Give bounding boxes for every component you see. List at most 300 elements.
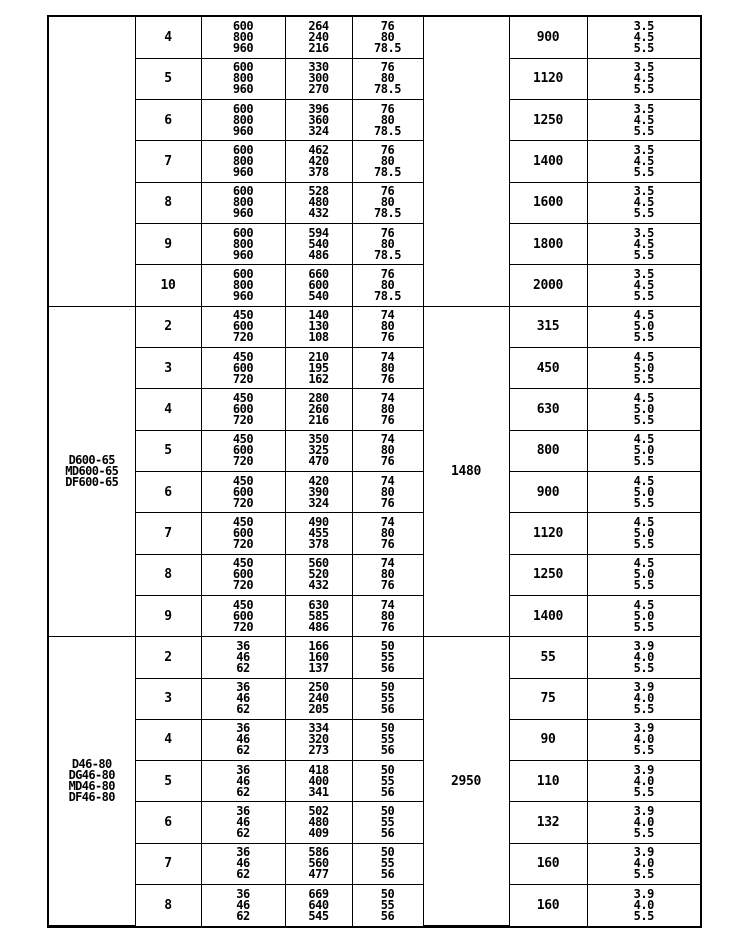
npsh-value: 5.0 bbox=[633, 484, 654, 499]
npsh-cell bbox=[587, 224, 700, 265]
table-row bbox=[49, 843, 700, 884]
head-value: 320 bbox=[308, 732, 329, 747]
eff-value: 50 bbox=[380, 804, 395, 819]
flow-value: 600 bbox=[232, 567, 254, 582]
flow-value: 36 bbox=[236, 804, 250, 819]
speed-cell: 1480 bbox=[423, 306, 509, 637]
npsh-value: 4.0 bbox=[633, 897, 654, 912]
npsh-value: 4.5 bbox=[633, 154, 654, 169]
npsh-value: 5.0 bbox=[633, 525, 654, 540]
power-cell: 75 bbox=[509, 678, 587, 719]
eff-value: 76 bbox=[380, 60, 395, 75]
flow-value: 450 bbox=[232, 556, 254, 571]
head-value: 669 bbox=[308, 886, 329, 901]
head-cell bbox=[285, 637, 352, 678]
npsh-cell bbox=[587, 389, 700, 430]
head-value: 400 bbox=[308, 773, 329, 788]
head-value: 240 bbox=[308, 691, 329, 706]
flow-value: 600 bbox=[232, 225, 254, 240]
npsh-cell bbox=[587, 306, 700, 347]
flow-value: 720 bbox=[232, 330, 254, 345]
flow-value: 720 bbox=[232, 371, 254, 386]
head-value: 330 bbox=[308, 60, 329, 75]
flow-value: 600 bbox=[232, 60, 254, 75]
npsh-value: 5.5 bbox=[633, 784, 654, 799]
eff-value: 55 bbox=[380, 897, 395, 912]
stages-cell: 9 bbox=[135, 224, 201, 265]
npsh-value: 5.0 bbox=[633, 401, 654, 416]
npsh-cell bbox=[587, 802, 700, 843]
flow-value: 720 bbox=[232, 536, 254, 551]
flow-value: 600 bbox=[232, 319, 254, 334]
flow-value: 960 bbox=[232, 82, 254, 97]
stages-cell: 4 bbox=[135, 719, 201, 760]
npsh-value: 5.5 bbox=[633, 289, 654, 304]
flow-cell bbox=[201, 141, 285, 182]
flow-value: 960 bbox=[232, 206, 254, 221]
flow-value: 720 bbox=[232, 454, 254, 469]
speed-cell: 2950 bbox=[423, 637, 509, 926]
flow-value: 36 bbox=[236, 762, 250, 777]
eff-value: 56 bbox=[380, 908, 395, 923]
head-cell bbox=[285, 513, 352, 554]
power-cell: 132 bbox=[509, 802, 587, 843]
eff-value: 80 bbox=[380, 401, 395, 416]
stages-cell: 2 bbox=[135, 637, 201, 678]
flow-value: 450 bbox=[232, 308, 254, 323]
npsh-value: 5.5 bbox=[633, 619, 654, 634]
head-value: 166 bbox=[308, 638, 329, 653]
head-cell bbox=[285, 100, 352, 141]
flow-value: 46 bbox=[236, 691, 250, 706]
npsh-cell bbox=[587, 430, 700, 471]
npsh-value: 4.5 bbox=[633, 308, 654, 323]
head-value: 660 bbox=[308, 267, 329, 282]
power-cell: 900 bbox=[509, 17, 587, 58]
head-value: 360 bbox=[308, 112, 329, 127]
head-value: 240 bbox=[308, 29, 329, 44]
power-cell: 1120 bbox=[509, 58, 587, 99]
npsh-value: 5.5 bbox=[633, 165, 654, 180]
flow-value: 600 bbox=[232, 484, 254, 499]
eff-value: 78.5 bbox=[374, 82, 401, 97]
npsh-value: 5.0 bbox=[633, 443, 654, 458]
table-row bbox=[49, 389, 700, 430]
eff-value: 80 bbox=[380, 236, 395, 251]
head-value: 432 bbox=[308, 578, 329, 593]
power-cell: 1600 bbox=[509, 182, 587, 223]
table-row bbox=[49, 58, 700, 99]
npsh-value: 5.5 bbox=[633, 82, 654, 97]
head-value: 420 bbox=[308, 154, 329, 169]
model-name: DF600-65 bbox=[65, 474, 119, 489]
npsh-cell bbox=[587, 348, 700, 389]
eff-value: 50 bbox=[380, 886, 395, 901]
flow-value: 720 bbox=[232, 412, 254, 427]
npsh-value: 3.5 bbox=[633, 60, 654, 75]
stages-cell: 6 bbox=[135, 471, 201, 512]
head-value: 600 bbox=[308, 278, 329, 293]
flow-value: 600 bbox=[232, 184, 254, 199]
stages-cell: 7 bbox=[135, 843, 201, 884]
head-value: 594 bbox=[308, 225, 329, 240]
head-value: 409 bbox=[308, 826, 329, 841]
flow-value: 800 bbox=[232, 29, 254, 44]
head-value: 490 bbox=[308, 514, 329, 529]
model-cell bbox=[49, 637, 135, 926]
npsh-value: 5.0 bbox=[633, 360, 654, 375]
npsh-cell bbox=[587, 595, 700, 636]
head-cell bbox=[285, 306, 352, 347]
eff-value: 50 bbox=[380, 721, 395, 736]
eff-value: 78.5 bbox=[374, 165, 401, 180]
head-value: 270 bbox=[308, 82, 329, 97]
npsh-value: 4.0 bbox=[633, 856, 654, 871]
table-row bbox=[49, 761, 700, 802]
eff-value: 80 bbox=[380, 443, 395, 458]
eff-value: 80 bbox=[380, 567, 395, 582]
eff-value: 74 bbox=[380, 514, 395, 529]
head-value: 470 bbox=[308, 454, 329, 469]
flow-value: 46 bbox=[236, 856, 250, 871]
flow-cell bbox=[201, 306, 285, 347]
npsh-value: 3.5 bbox=[633, 101, 654, 116]
head-cell bbox=[285, 58, 352, 99]
table-row bbox=[49, 554, 700, 595]
eff-value: 74 bbox=[380, 556, 395, 571]
power-cell: 800 bbox=[509, 430, 587, 471]
head-cell bbox=[285, 182, 352, 223]
head-value: 300 bbox=[308, 71, 329, 86]
head-value: 640 bbox=[308, 897, 329, 912]
head-value: 585 bbox=[308, 608, 329, 623]
npsh-cell bbox=[587, 58, 700, 99]
npsh-value: 5.5 bbox=[633, 454, 654, 469]
model-name: D600-65 bbox=[68, 452, 115, 467]
power-cell: 1250 bbox=[509, 100, 587, 141]
eff-value: 76 bbox=[380, 143, 395, 158]
head-cell bbox=[285, 595, 352, 636]
npsh-value: 5.5 bbox=[633, 660, 654, 675]
flow-cell bbox=[201, 265, 285, 306]
stages-cell: 5 bbox=[135, 430, 201, 471]
power-cell: 1400 bbox=[509, 141, 587, 182]
npsh-cell bbox=[587, 637, 700, 678]
head-value: 210 bbox=[308, 349, 329, 364]
head-value: 455 bbox=[308, 525, 329, 540]
eff-cell bbox=[352, 843, 423, 884]
flow-cell bbox=[201, 100, 285, 141]
head-value: 477 bbox=[308, 867, 329, 882]
eff-value: 78.5 bbox=[374, 40, 401, 55]
eff-cell bbox=[352, 17, 423, 58]
flow-cell bbox=[201, 348, 285, 389]
eff-value: 76 bbox=[380, 536, 395, 551]
head-cell bbox=[285, 224, 352, 265]
head-value: 260 bbox=[308, 401, 329, 416]
head-value: 160 bbox=[308, 649, 329, 664]
eff-cell bbox=[352, 58, 423, 99]
npsh-value: 3.5 bbox=[633, 18, 654, 33]
flow-value: 46 bbox=[236, 732, 250, 747]
npsh-value: 5.5 bbox=[633, 40, 654, 55]
flow-value: 450 bbox=[232, 514, 254, 529]
head-cell bbox=[285, 885, 352, 926]
npsh-value: 4.0 bbox=[633, 773, 654, 788]
npsh-value: 5.5 bbox=[633, 123, 654, 138]
npsh-cell bbox=[587, 885, 700, 926]
flow-cell bbox=[201, 554, 285, 595]
flow-value: 960 bbox=[232, 289, 254, 304]
head-value: 630 bbox=[308, 597, 329, 612]
eff-value: 78.5 bbox=[374, 247, 401, 262]
head-cell bbox=[285, 141, 352, 182]
eff-cell bbox=[352, 389, 423, 430]
head-value: 420 bbox=[308, 473, 329, 488]
flow-value: 62 bbox=[236, 660, 250, 675]
eff-value: 76 bbox=[380, 495, 395, 510]
flow-cell bbox=[201, 802, 285, 843]
npsh-value: 3.9 bbox=[633, 638, 654, 653]
flow-value: 46 bbox=[236, 649, 250, 664]
table-row bbox=[49, 265, 700, 306]
npsh-value: 5.5 bbox=[633, 743, 654, 758]
head-cell bbox=[285, 389, 352, 430]
head-value: 486 bbox=[308, 247, 329, 262]
eff-cell bbox=[352, 513, 423, 554]
npsh-cell bbox=[587, 719, 700, 760]
npsh-value: 4.0 bbox=[633, 732, 654, 747]
head-cell bbox=[285, 430, 352, 471]
flow-value: 450 bbox=[232, 473, 254, 488]
eff-value: 76 bbox=[380, 330, 395, 345]
eff-value: 56 bbox=[380, 867, 395, 882]
head-value: 480 bbox=[308, 815, 329, 830]
table-row bbox=[49, 141, 700, 182]
npsh-value: 3.9 bbox=[633, 804, 654, 819]
eff-value: 55 bbox=[380, 856, 395, 871]
flow-value: 46 bbox=[236, 897, 250, 912]
npsh-value: 5.5 bbox=[633, 826, 654, 841]
head-cell bbox=[285, 802, 352, 843]
flow-cell bbox=[201, 719, 285, 760]
npsh-value: 4.5 bbox=[633, 112, 654, 127]
stages-cell: 9 bbox=[135, 595, 201, 636]
flow-value: 36 bbox=[236, 886, 250, 901]
head-value: 280 bbox=[308, 390, 329, 405]
flow-value: 450 bbox=[232, 390, 254, 405]
head-cell bbox=[285, 265, 352, 306]
flow-cell bbox=[201, 224, 285, 265]
npsh-value: 5.5 bbox=[633, 578, 654, 593]
npsh-value: 3.9 bbox=[633, 845, 654, 860]
eff-value: 80 bbox=[380, 360, 395, 375]
eff-value: 55 bbox=[380, 649, 395, 664]
flow-value: 960 bbox=[232, 247, 254, 262]
eff-value: 50 bbox=[380, 845, 395, 860]
flow-value: 600 bbox=[232, 143, 254, 158]
flow-cell bbox=[201, 430, 285, 471]
flow-value: 36 bbox=[236, 680, 250, 695]
table-row bbox=[49, 348, 700, 389]
npsh-value: 3.9 bbox=[633, 762, 654, 777]
flow-value: 600 bbox=[232, 267, 254, 282]
stages-cell: 7 bbox=[135, 141, 201, 182]
head-value: 418 bbox=[308, 762, 329, 777]
eff-value: 55 bbox=[380, 773, 395, 788]
eff-value: 76 bbox=[380, 619, 395, 634]
npsh-cell bbox=[587, 100, 700, 141]
head-value: 396 bbox=[308, 101, 329, 116]
head-value: 108 bbox=[308, 330, 329, 345]
flow-value: 62 bbox=[236, 743, 250, 758]
table-row bbox=[49, 595, 700, 636]
head-value: 378 bbox=[308, 165, 329, 180]
npsh-cell bbox=[587, 265, 700, 306]
eff-cell bbox=[352, 141, 423, 182]
table-row bbox=[49, 637, 700, 678]
pump-spec-table bbox=[49, 17, 700, 926]
head-value: 462 bbox=[308, 143, 329, 158]
npsh-value: 4.5 bbox=[633, 556, 654, 571]
eff-value: 56 bbox=[380, 743, 395, 758]
npsh-value: 4.5 bbox=[633, 473, 654, 488]
stages-cell: 4 bbox=[135, 389, 201, 430]
head-value: 540 bbox=[308, 289, 329, 304]
flow-value: 720 bbox=[232, 619, 254, 634]
head-value: 195 bbox=[308, 360, 329, 375]
npsh-cell bbox=[587, 17, 700, 58]
head-cell bbox=[285, 843, 352, 884]
flow-value: 600 bbox=[232, 101, 254, 116]
eff-value: 80 bbox=[380, 319, 395, 334]
npsh-cell bbox=[587, 678, 700, 719]
stages-cell: 8 bbox=[135, 554, 201, 595]
npsh-value: 4.5 bbox=[633, 390, 654, 405]
npsh-value: 5.5 bbox=[633, 702, 654, 717]
npsh-value: 4.5 bbox=[633, 29, 654, 44]
power-cell: 630 bbox=[509, 389, 587, 430]
eff-value: 76 bbox=[380, 101, 395, 116]
eff-value: 78.5 bbox=[374, 123, 401, 138]
model-name: MD46-80 bbox=[68, 779, 115, 794]
table-row bbox=[49, 719, 700, 760]
eff-value: 80 bbox=[380, 71, 395, 86]
flow-value: 800 bbox=[232, 278, 254, 293]
npsh-value: 5.5 bbox=[633, 247, 654, 262]
npsh-value: 5.5 bbox=[633, 412, 654, 427]
npsh-cell bbox=[587, 554, 700, 595]
eff-cell bbox=[352, 182, 423, 223]
eff-value: 56 bbox=[380, 660, 395, 675]
npsh-value: 5.5 bbox=[633, 330, 654, 345]
flow-value: 960 bbox=[232, 165, 254, 180]
flow-value: 800 bbox=[232, 195, 254, 210]
npsh-value: 4.0 bbox=[633, 815, 654, 830]
flow-cell bbox=[201, 182, 285, 223]
head-value: 273 bbox=[308, 743, 329, 758]
npsh-value: 4.0 bbox=[633, 649, 654, 664]
flow-value: 600 bbox=[232, 608, 254, 623]
flow-value: 450 bbox=[232, 349, 254, 364]
npsh-value: 3.5 bbox=[633, 143, 654, 158]
eff-value: 74 bbox=[380, 432, 395, 447]
npsh-value: 5.5 bbox=[633, 371, 654, 386]
power-cell: 450 bbox=[509, 348, 587, 389]
eff-cell bbox=[352, 265, 423, 306]
head-value: 250 bbox=[308, 680, 329, 695]
npsh-value: 4.5 bbox=[633, 195, 654, 210]
pump-spec-table-body bbox=[49, 17, 700, 926]
head-value: 350 bbox=[308, 432, 329, 447]
flow-cell bbox=[201, 58, 285, 99]
head-value: 130 bbox=[308, 319, 329, 334]
flow-value: 800 bbox=[232, 112, 254, 127]
npsh-value: 4.5 bbox=[633, 236, 654, 251]
flow-value: 46 bbox=[236, 815, 250, 830]
flow-value: 46 bbox=[236, 773, 250, 788]
eff-value: 55 bbox=[380, 691, 395, 706]
npsh-value: 5.5 bbox=[633, 206, 654, 221]
eff-value: 50 bbox=[380, 638, 395, 653]
npsh-value: 5.5 bbox=[633, 495, 654, 510]
npsh-cell bbox=[587, 513, 700, 554]
eff-value: 78.5 bbox=[374, 206, 401, 221]
flow-value: 62 bbox=[236, 908, 250, 923]
head-value: 140 bbox=[308, 308, 329, 323]
table-row bbox=[49, 182, 700, 223]
eff-value: 76 bbox=[380, 18, 395, 33]
head-cell bbox=[285, 554, 352, 595]
speed-cell bbox=[423, 17, 509, 306]
head-value: 162 bbox=[308, 371, 329, 386]
eff-cell bbox=[352, 719, 423, 760]
npsh-value: 4.5 bbox=[633, 514, 654, 529]
model-name: D46-80 bbox=[71, 757, 112, 772]
npsh-value: 3.5 bbox=[633, 184, 654, 199]
npsh-value: 5.5 bbox=[633, 908, 654, 923]
npsh-cell bbox=[587, 843, 700, 884]
eff-value: 80 bbox=[380, 29, 395, 44]
eff-value: 80 bbox=[380, 154, 395, 169]
flow-value: 450 bbox=[232, 597, 254, 612]
flow-value: 800 bbox=[232, 236, 254, 251]
stages-cell: 7 bbox=[135, 513, 201, 554]
table-row bbox=[49, 678, 700, 719]
eff-value: 55 bbox=[380, 815, 395, 830]
head-value: 334 bbox=[308, 721, 329, 736]
npsh-cell bbox=[587, 182, 700, 223]
eff-cell bbox=[352, 802, 423, 843]
npsh-value: 4.5 bbox=[633, 597, 654, 612]
power-cell: 315 bbox=[509, 306, 587, 347]
flow-value: 62 bbox=[236, 784, 250, 799]
head-cell bbox=[285, 678, 352, 719]
flow-cell bbox=[201, 17, 285, 58]
eff-value: 80 bbox=[380, 112, 395, 127]
eff-value: 50 bbox=[380, 680, 395, 695]
eff-value: 56 bbox=[380, 826, 395, 841]
stages-cell: 8 bbox=[135, 885, 201, 926]
eff-cell bbox=[352, 637, 423, 678]
head-value: 502 bbox=[308, 804, 329, 819]
flow-value: 960 bbox=[232, 40, 254, 55]
npsh-cell bbox=[587, 471, 700, 512]
stages-cell: 10 bbox=[135, 265, 201, 306]
eff-cell bbox=[352, 595, 423, 636]
head-value: 205 bbox=[308, 702, 329, 717]
pump-spec-table-frame bbox=[47, 15, 702, 928]
